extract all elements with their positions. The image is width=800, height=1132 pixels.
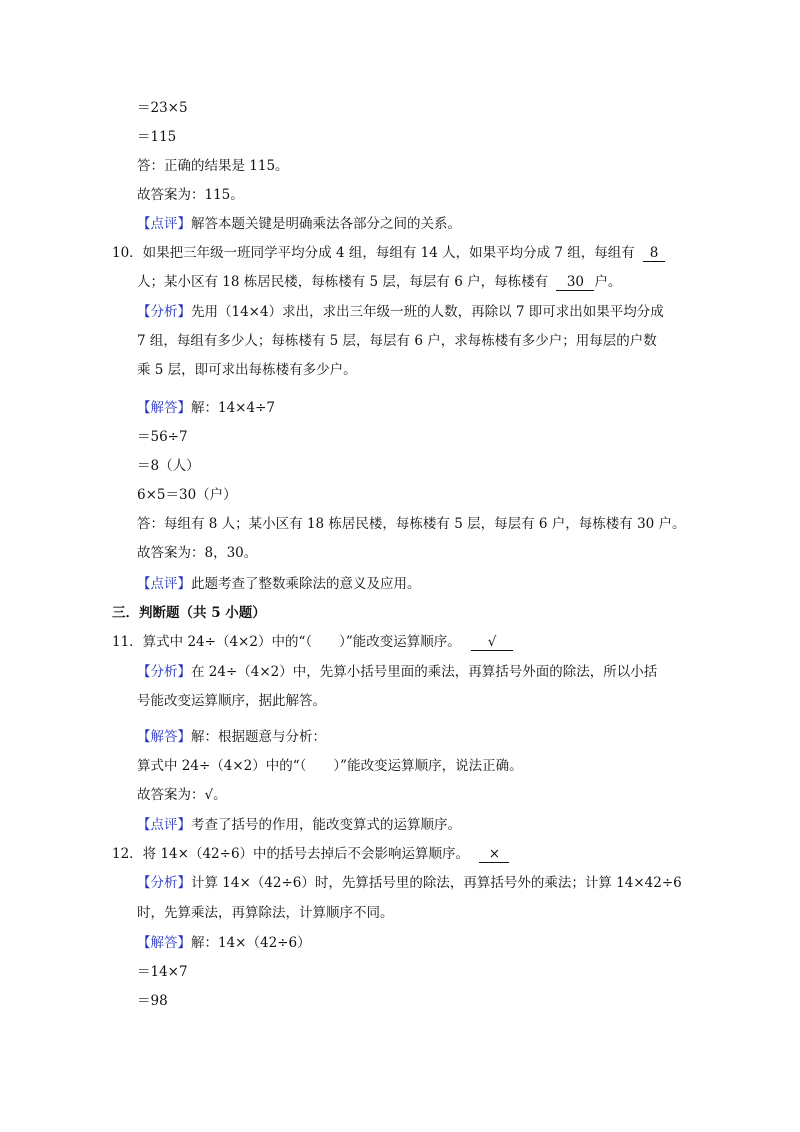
review-line [137,574,421,594]
question-text-end: 户。 [594,274,622,290]
solution-tag: 【解答】 [137,935,191,951]
solution-line: 算式中 24÷（4×2）中的“（ ）”能改变运算顺序，说法正确。 [137,758,523,774]
question-text: 12．将 14×（42÷6）中的括号去掉后不会影响运算顺序。 [112,846,470,862]
calc-step: ＝56÷7 [137,429,188,445]
solution-line [137,933,311,953]
calc-step: ＝98 [137,993,168,1009]
review-line [137,214,461,234]
analysis-line: 7 组，每组有多少人；每栋楼有 5 层，每层有 6 户，求每栋楼有多少户；用每层的户数 [137,333,657,349]
question-text: 11．算式中 24÷（4×2）中的“（ ）”能改变运算顺序。 [112,634,461,650]
calc-step: ＝8（人） [137,458,200,474]
question-stem [112,632,513,652]
answer-blank: 8 [643,245,665,262]
analysis-text: 计算 14×（42÷6）时，先算括号里的除法，再算括号外的乘法；计算 14×42÷6 [191,875,682,891]
analysis-line [137,302,664,322]
section-title: 三．判断题（共 5 小题） [112,605,266,621]
analysis-line: 号能改变运算顺序，据此解答。 [137,693,326,709]
analysis-line: 时，先算乘法，再算除法，计算顺序不同。 [137,905,394,921]
calc-step: ＝23×5 [137,100,188,116]
analysis-line [137,662,657,682]
review-line [137,815,461,835]
analysis-text: 在 24÷（4×2）中，先算小括号里面的乘法，再算括号外面的除法，所以小括 [191,664,658,680]
analysis-line [137,873,682,893]
answer-blank: 30 [556,274,594,291]
answer-line: 答：正确的结果是 115。 [137,158,289,174]
solution-line [137,727,326,747]
analysis-tag: 【分析】 [137,664,191,680]
calc-step: ＝14×7 [137,964,188,980]
solution-text: 解：14×4÷7 [191,400,275,416]
final-answer: 故答案为：8，30。 [137,545,258,561]
solution-text: 解：14×（42÷6） [191,935,311,951]
question-text: 10．如果把三年级一班同学平均分成 4 组，每组有 14 人，如果平均分成 7 组，每组有 [112,245,635,261]
final-answer: 故答案为：115。 [137,187,244,203]
final-answer: 故答案为：√。 [137,787,227,803]
answer-blank: × [479,846,509,863]
solution-tag: 【解答】 [137,729,191,745]
analysis-line: 乘 5 层，即可求出每栋楼有多少户。 [137,362,357,378]
review-tag: 【点评】 [137,216,191,232]
review-tag: 【点评】 [137,576,191,592]
calc-step: ＝115 [137,129,177,145]
question-text: 人；某小区有 18 栋居民楼，每栋楼有 5 层，每层有 6 户，每栋楼有 [137,274,549,290]
question-stem [112,243,665,263]
review-text: 此题考查了整数乘除法的意义及应用。 [191,576,421,592]
review-tag: 【点评】 [137,817,191,833]
question-stem-cont [137,272,621,292]
question-stem [112,844,509,864]
solution-line [137,398,275,418]
solution-tag: 【解答】 [137,400,191,416]
answer-blank: √ [471,634,513,651]
answer-line: 答：每组有 8 人；某小区有 18 栋居民楼，每栋楼有 5 层，每层有 6 户，每栋楼有 30 户。 [137,516,686,532]
calc-step: 6×5＝30（户） [137,487,237,503]
analysis-text: 先用（14×4）求出，求出三年级一班的人数，再除以 7 即可求出如果平均分成 [191,304,664,320]
review-text: 解答本题关键是明确乘法各部分之间的关系。 [191,216,461,232]
analysis-tag: 【分析】 [137,875,191,891]
analysis-tag: 【分析】 [137,304,191,320]
solution-text: 解：根据题意与分析： [191,729,326,745]
review-text: 考查了括号的作用，能改变算式的运算顺序。 [191,817,461,833]
